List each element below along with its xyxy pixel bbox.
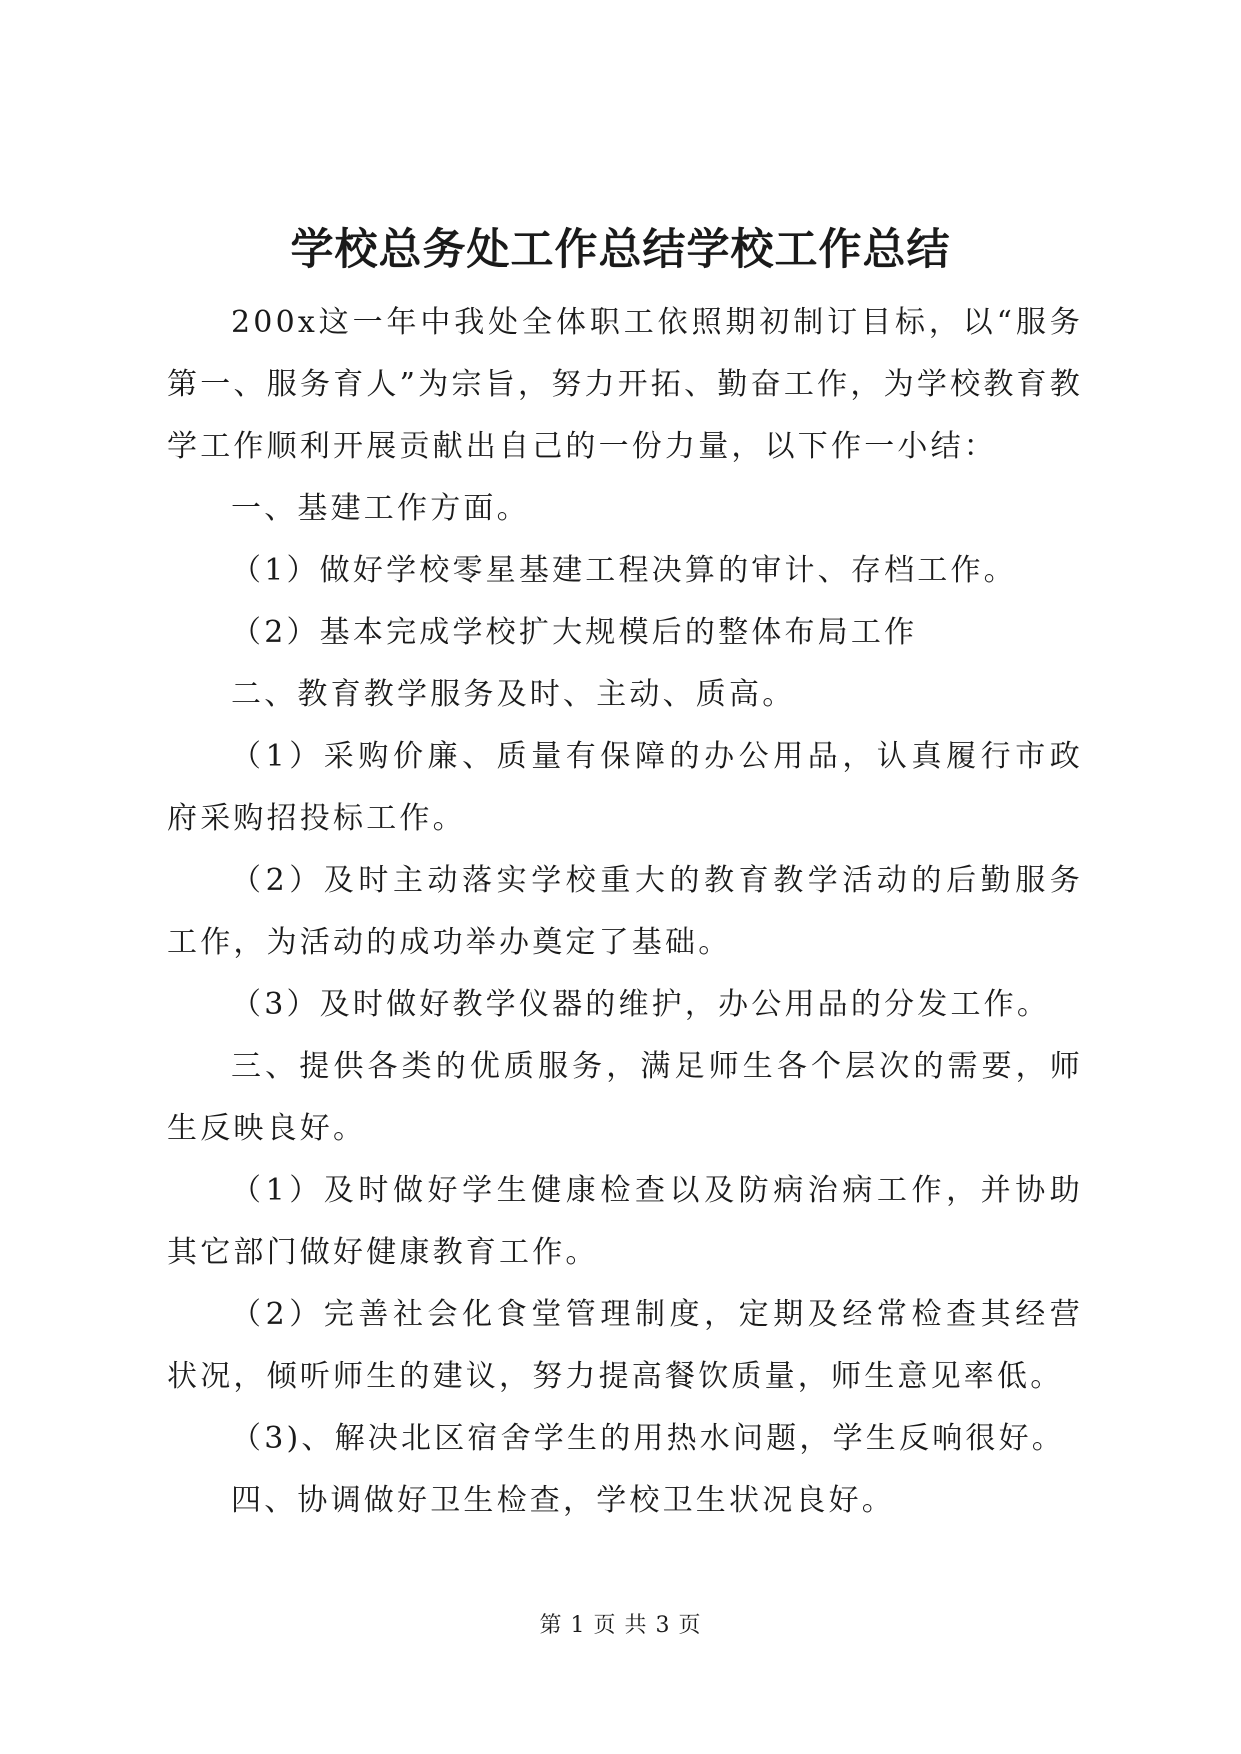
section-heading-3: 三、提供各类的优质服务，满足师生各个层次的需要，师生反映良好。: [167, 1049, 1083, 1146]
section-heading-2: 二、教育教学服务及时、主动、质高。: [231, 677, 796, 712]
paragraph-item: （2）及时主动落实学校重大的教育教学活动的后勤服务工作，为活动的成功举办奠定了基础。: [167, 863, 1083, 960]
paragraph-item: （3)、解决北区宿舍学生的用热水问题，学生反响很好。: [231, 1421, 1065, 1456]
page-footer: 第 1 页 共 3 页: [539, 1613, 702, 1638]
paragraph-item: （1）及时做好学生健康检查以及防病治病工作，并协助其它部门做好健康教育工作。: [167, 1173, 1083, 1270]
document-title: 学校总务处工作总结学校工作总结: [290, 225, 951, 275]
paragraph-item: （1）采购价廉、质量有保障的办公用品，认真履行市政府采购招投标工作。: [167, 739, 1083, 836]
document-body: [167, 292, 1083, 1532]
paragraph-item: （1）做好学校零星基建工程决算的审计、存档工作。: [231, 553, 1017, 588]
section-heading-4: 四、协调做好卫生检查，学校卫生状况良好。: [231, 1483, 895, 1518]
paragraph-item: （2）完善社会化食堂管理制度，定期及经常检查其经营状况，倾听师生的建议，努力提高餐饮质量，师生意见率低。: [167, 1297, 1083, 1394]
paragraph-intro: 200x这一年中我处全体职工依照期初制订目标，以“服务第一、服务育人”为宗旨，努力开拓、勤奋工作，为学校教育教学工作顺利开展贡献出自己的一份力量，以下作一小结：: [167, 305, 1083, 464]
paragraph-item: （3）及时做好教学仪器的维护，办公用品的分发工作。: [231, 987, 1051, 1022]
paragraph-item: （2）基本完成学校扩大规模后的整体布局工作: [231, 615, 918, 650]
section-heading-1: 一、基建工作方面。: [231, 491, 530, 526]
